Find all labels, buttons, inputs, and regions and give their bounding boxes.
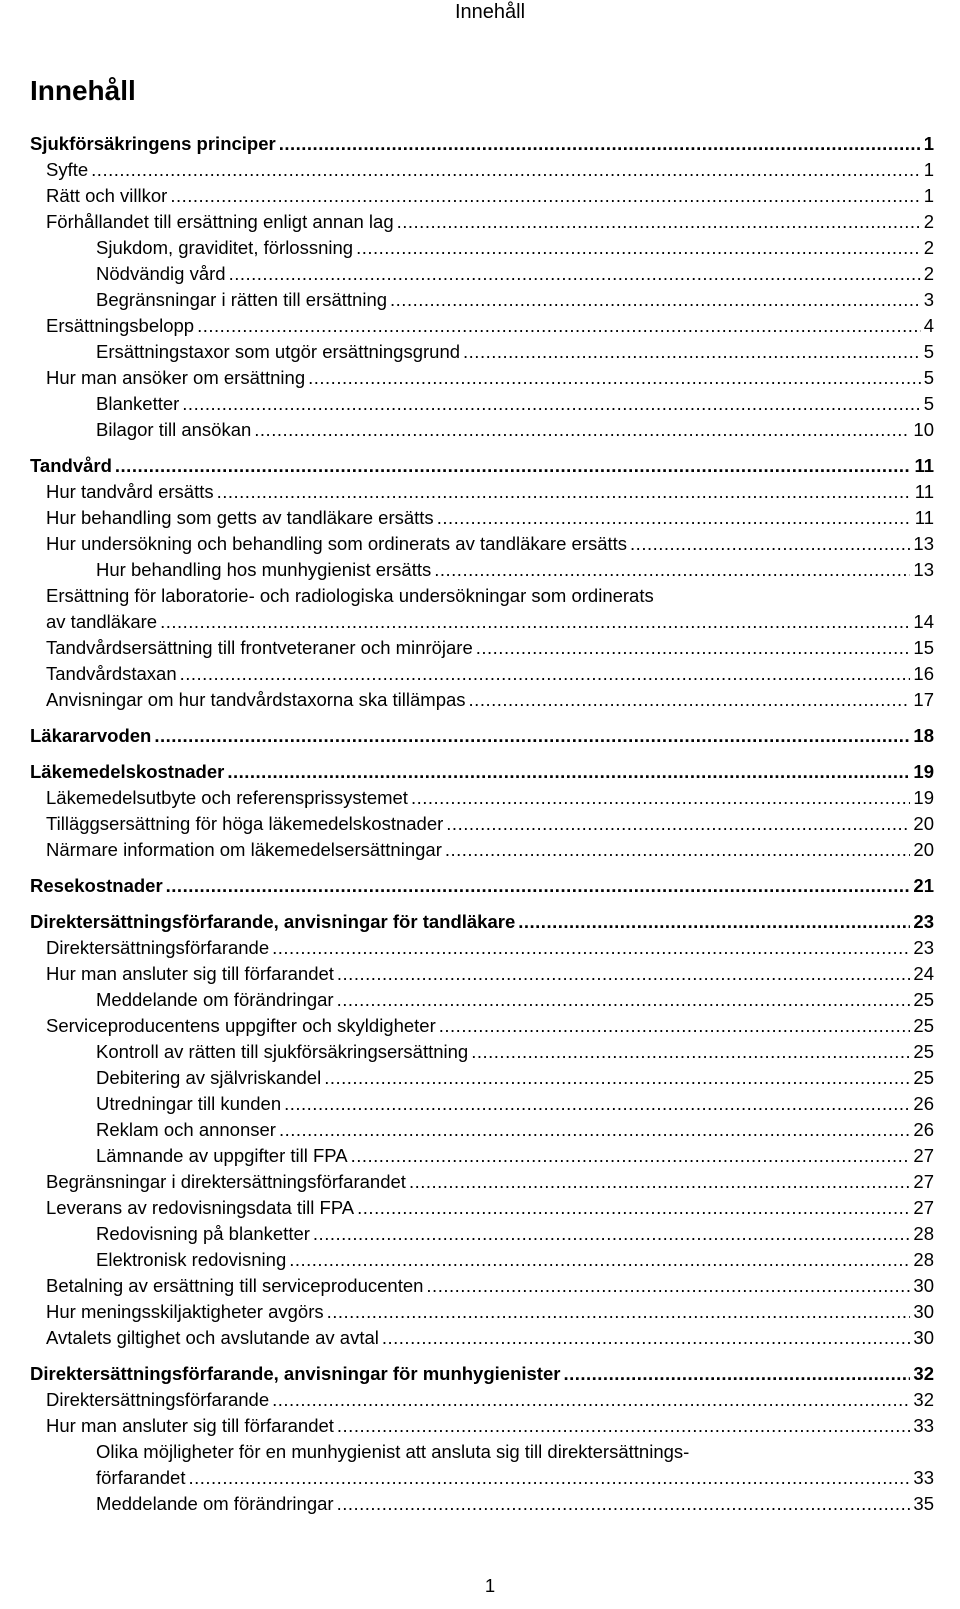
dot-leader	[180, 661, 911, 687]
toc-entry-page: 5	[923, 367, 934, 388]
toc-entry-label: Kontroll av rätten till sjukförsäkringsersättning	[96, 1041, 469, 1062]
toc-entry[interactable]	[0, 987, 960, 1013]
toc-entry[interactable]	[0, 1065, 960, 1091]
toc-entry-label: Tilläggsersättning för höga läkemedelskostnader	[46, 813, 444, 834]
toc-entry-page: 3	[923, 289, 934, 310]
toc-entry-label: Direktersättningsförfarande, anvisningar för tandläkare	[30, 911, 516, 932]
toc-entry-page: 26	[913, 1093, 934, 1114]
toc-entry-label: Hur behandling hos munhygienist ersätts	[96, 559, 432, 580]
dot-leader	[115, 453, 912, 479]
toc-entry-page: 20	[913, 839, 934, 860]
toc-entry-page: 15	[913, 637, 934, 658]
dot-leader	[437, 505, 912, 531]
toc-entry-page: 11	[914, 481, 934, 502]
toc-entry-label: Sjukförsäkringens principer	[30, 133, 276, 154]
toc-entry-page: 30	[913, 1327, 934, 1348]
toc-entry-page: 1	[923, 159, 934, 180]
running-header: Innehåll	[454, 1, 526, 23]
toc-entry-label: Ersättningstaxor som utgör ersättningsgrund	[96, 341, 461, 362]
toc-entry[interactable]	[0, 1117, 960, 1143]
dot-leader	[351, 1143, 911, 1169]
dot-leader	[188, 1465, 910, 1491]
page-number: 1	[484, 1575, 496, 1596]
toc-entry-page: 35	[913, 1493, 934, 1514]
dot-leader	[327, 1299, 911, 1325]
table-of-contents	[0, 131, 960, 1517]
toc-entry[interactable]	[0, 1221, 960, 1247]
toc-entry-label: Läkemedelsutbyte och referensprissystemet	[46, 787, 408, 808]
dot-leader	[409, 1169, 910, 1195]
page-title: Innehåll	[30, 75, 136, 106]
toc-entry-page: 18	[913, 725, 934, 746]
toc-entry-label: Hur man ansluter sig till förfarandet	[46, 963, 334, 984]
toc-entry[interactable]	[0, 183, 960, 209]
toc-entry[interactable]	[0, 287, 960, 313]
toc-entry-page: 28	[913, 1223, 934, 1244]
dot-leader	[197, 313, 921, 339]
toc-entry-label: Begränsningar i direktersättningsförfarandet	[46, 1171, 406, 1192]
toc-entry-page: 14	[913, 611, 934, 632]
toc-entry[interactable]	[0, 1439, 960, 1491]
dot-leader	[469, 687, 911, 713]
toc-entry[interactable]	[0, 837, 960, 863]
dot-leader	[563, 1361, 910, 1387]
dot-leader	[227, 759, 910, 785]
toc-entry-page: 25	[913, 1067, 934, 1088]
toc-entry[interactable]	[0, 873, 960, 899]
toc-entry-page: 11	[914, 507, 934, 528]
toc-entry-label: Ersättningsbelopp	[46, 315, 195, 336]
toc-entry-page: 13	[913, 559, 934, 580]
toc-entry[interactable]	[0, 1195, 960, 1221]
dot-leader	[518, 909, 910, 935]
toc-entry-label: Leverans av redovisningsdata till FPA	[46, 1197, 355, 1218]
toc-entry-page: 1	[923, 133, 934, 154]
toc-entry[interactable]	[0, 391, 960, 417]
toc-entry[interactable]	[0, 635, 960, 661]
toc-entry-label: förfarandet	[96, 1467, 186, 1488]
toc-entry-label: Resekostnader	[30, 875, 163, 896]
toc-entry-label: Hur tandvård ersätts	[46, 481, 214, 502]
dot-leader	[254, 417, 910, 443]
dot-leader	[217, 479, 912, 505]
toc-entry[interactable]	[0, 1413, 960, 1439]
toc-entry-label: Tandvårdstaxan	[46, 663, 177, 684]
toc-entry-label: Direktersättningsförfarande	[46, 937, 270, 958]
toc-entry-page: 5	[923, 341, 934, 362]
toc-entry-label: Blanketter	[96, 393, 180, 414]
toc-entry-page: 10	[913, 419, 934, 440]
toc-entry-page: 5	[923, 393, 934, 414]
toc-entry-page: 13	[913, 533, 934, 554]
toc-entry-page: 25	[913, 989, 934, 1010]
toc-entry[interactable]	[0, 811, 960, 837]
toc-entry[interactable]	[0, 453, 960, 479]
toc-entry-label: Betalning av ersättning till serviceproducenten	[46, 1275, 424, 1296]
toc-entry[interactable]	[0, 1273, 960, 1299]
toc-entry-page: 1	[923, 185, 934, 206]
dot-leader	[445, 837, 911, 863]
toc-entry-page: 32	[913, 1389, 934, 1410]
dot-leader	[289, 1247, 910, 1273]
dot-leader	[434, 557, 910, 583]
toc-entry[interactable]	[0, 1039, 960, 1065]
toc-entry-label-line1: Ersättning för laboratorie- och radiologiska undersökningar som ordinerats	[46, 585, 654, 606]
toc-entry[interactable]	[0, 1387, 960, 1413]
toc-entry-page: 2	[923, 211, 934, 232]
toc-entry[interactable]	[0, 785, 960, 811]
dot-leader	[308, 365, 921, 391]
dot-leader	[411, 785, 910, 811]
toc-entry[interactable]	[0, 583, 960, 635]
toc-entry-label: Läkararvoden	[30, 725, 152, 746]
toc-entry[interactable]	[0, 961, 960, 987]
dot-leader	[284, 1091, 910, 1117]
dot-leader	[463, 339, 921, 365]
toc-entry-label: Meddelande om förändringar	[96, 1493, 334, 1514]
toc-entry-page: 19	[913, 761, 934, 782]
toc-entry-page: 30	[913, 1301, 934, 1322]
dot-leader	[279, 131, 921, 157]
toc-entry-page: 23	[913, 911, 934, 932]
toc-entry[interactable]	[0, 479, 960, 505]
toc-entry[interactable]	[0, 935, 960, 961]
toc-entry-label: av tandläkare	[46, 611, 158, 632]
toc-entry-label: Lämnande av uppgifter till FPA	[96, 1145, 348, 1166]
toc-entry-label: Tandvårdsersättning till frontveteraner och minröjare	[46, 637, 473, 658]
toc-entry-label: Sjukdom, graviditet, förlossning	[96, 237, 354, 258]
dot-leader	[390, 287, 921, 313]
toc-entry[interactable]	[0, 339, 960, 365]
toc-entry-page: 26	[913, 1119, 934, 1140]
dot-leader	[439, 1013, 911, 1039]
toc-entry-label: Avtalets giltighet och avslutande av avtal	[46, 1327, 379, 1348]
toc-entry[interactable]	[0, 235, 960, 261]
toc-entry-label: Nödvändig vård	[96, 263, 226, 284]
toc-entry-page: 20	[913, 813, 934, 834]
dot-leader	[160, 609, 910, 635]
dot-leader	[476, 635, 911, 661]
toc-entry[interactable]	[0, 505, 960, 531]
toc-entry[interactable]	[0, 687, 960, 713]
toc-entry-page: 28	[913, 1249, 934, 1270]
toc-entry[interactable]	[0, 157, 960, 183]
toc-entry-page: 2	[923, 237, 934, 258]
toc-entry[interactable]	[0, 1325, 960, 1351]
toc-entry[interactable]	[0, 1491, 960, 1517]
toc-entry-label: Direktersättningsförfarande	[46, 1389, 270, 1410]
dot-leader	[337, 961, 911, 987]
dot-leader	[91, 157, 921, 183]
dot-leader	[182, 391, 920, 417]
toc-entry-page: 33	[913, 1415, 934, 1436]
toc-entry-page: 30	[913, 1275, 934, 1296]
toc-entry-label: Direktersättningsförfarande, anvisningar för munhygienister	[30, 1363, 561, 1384]
toc-entry[interactable]	[0, 1361, 960, 1387]
toc-entry-label: Hur undersökning och behandling som ordinerats av tandläkare ersätts	[46, 533, 628, 554]
toc-entry-label: Serviceproducentens uppgifter och skyldigheter	[46, 1015, 436, 1036]
dot-leader	[154, 723, 910, 749]
toc-entry-label: Hur behandling som getts av tandläkare ersätts	[46, 507, 434, 528]
toc-entry-label: Syfte	[46, 159, 89, 180]
dot-leader	[426, 1273, 910, 1299]
dot-leader	[166, 873, 911, 899]
toc-entry-page: 4	[923, 315, 934, 336]
toc-entry-page: 23	[913, 937, 934, 958]
toc-entry-label: Bilagor till ansökan	[96, 419, 252, 440]
dot-leader	[337, 987, 911, 1013]
toc-entry[interactable]	[0, 1247, 960, 1273]
toc-entry[interactable]	[0, 531, 960, 557]
toc-entry-label: Utredningar till kunden	[96, 1093, 282, 1114]
toc-entry-page: 21	[913, 875, 934, 896]
toc-entry-label: Rätt och villkor	[46, 185, 168, 206]
dot-leader	[446, 811, 910, 837]
toc-entry-label: Läkemedelskostnader	[30, 761, 225, 782]
toc-entry-page: 25	[913, 1041, 934, 1062]
toc-entry-page: 24	[913, 963, 934, 984]
dot-leader	[324, 1065, 910, 1091]
toc-entry-label: Debitering av självriskandel	[96, 1067, 322, 1088]
dot-leader	[337, 1413, 911, 1439]
dot-leader	[382, 1325, 911, 1351]
toc-entry-page: 25	[913, 1015, 934, 1036]
toc-entry[interactable]	[0, 1091, 960, 1117]
toc-entry-label-line1: Olika möjligheter för en munhygienist att ansluta sig till direktersättnings-	[96, 1441, 690, 1462]
toc-entry-label: Meddelande om förändringar	[96, 989, 334, 1010]
toc-entry[interactable]	[0, 759, 960, 785]
toc-entry[interactable]	[0, 365, 960, 391]
dot-leader	[272, 1387, 910, 1413]
toc-entry-label: Förhållandet till ersättning enligt annan lag	[46, 211, 394, 232]
toc-entry[interactable]	[0, 1299, 960, 1325]
toc-entry-page: 16	[913, 663, 934, 684]
toc-entry[interactable]	[0, 1013, 960, 1039]
toc-entry-label: Begränsningar i rätten till ersättning	[96, 289, 388, 310]
toc-entry-label: Tandvård	[30, 455, 112, 476]
dot-leader	[313, 1221, 911, 1247]
toc-entry-label: Hur meningsskiljaktigheter avgörs	[46, 1301, 324, 1322]
toc-entry-label: Hur man ansluter sig till förfarandet	[46, 1415, 334, 1436]
toc-entry[interactable]	[0, 417, 960, 443]
toc-entry-page: 19	[913, 787, 934, 808]
dot-leader	[630, 531, 910, 557]
toc-entry[interactable]	[0, 261, 960, 287]
toc-entry[interactable]	[0, 1169, 960, 1195]
toc-entry-page: 11	[914, 455, 934, 476]
toc-entry-page: 27	[913, 1197, 934, 1218]
toc-entry[interactable]	[0, 209, 960, 235]
dot-leader	[337, 1491, 911, 1517]
toc-entry[interactable]	[0, 557, 960, 583]
toc-entry-page: 17	[913, 689, 934, 710]
toc-entry[interactable]	[0, 661, 960, 687]
dot-leader	[471, 1039, 910, 1065]
toc-entry[interactable]	[0, 313, 960, 339]
toc-entry[interactable]	[0, 131, 960, 157]
toc-entry-page: 27	[913, 1171, 934, 1192]
toc-entry-label: Elektronisk redovisning	[96, 1249, 287, 1270]
dot-leader	[357, 1195, 910, 1221]
dot-leader	[397, 209, 921, 235]
dot-leader	[279, 1117, 910, 1143]
dot-leader	[356, 235, 921, 261]
dot-leader	[229, 261, 921, 287]
toc-entry-page: 32	[913, 1363, 934, 1384]
toc-entry-label: Reklam och annonser	[96, 1119, 276, 1140]
toc-entry-page: 2	[923, 263, 934, 284]
toc-entry-label: Redovisning på blanketter	[96, 1223, 310, 1244]
dot-leader	[272, 935, 910, 961]
toc-entry[interactable]	[0, 723, 960, 749]
toc-entry-page: 33	[913, 1467, 934, 1488]
toc-entry-label: Närmare information om läkemedelsersättningar	[46, 839, 442, 860]
dot-leader	[170, 183, 920, 209]
toc-entry-label: Anvisningar om hur tandvårdstaxorna ska tillämpas	[46, 689, 466, 710]
toc-entry[interactable]	[0, 909, 960, 935]
toc-entry[interactable]	[0, 1143, 960, 1169]
toc-entry-page: 27	[913, 1145, 934, 1166]
toc-entry-label: Hur man ansöker om ersättning	[46, 367, 306, 388]
